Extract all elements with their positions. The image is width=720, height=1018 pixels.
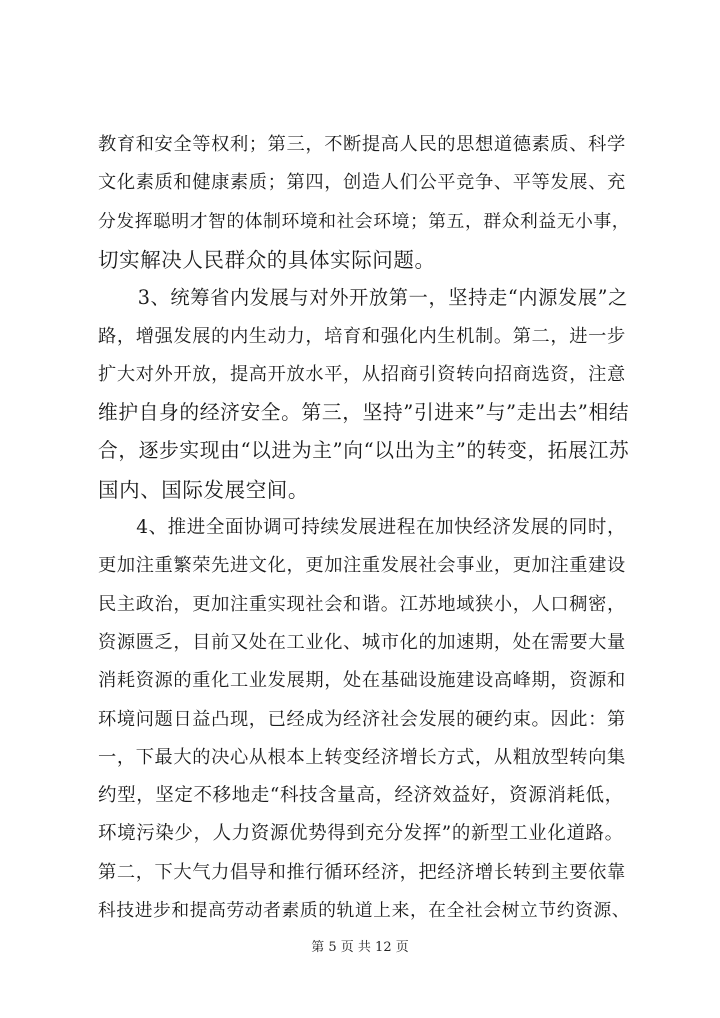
text-line: 教育和安全等权利；第三，不断提高人民的思想道德素质、科学 bbox=[98, 134, 626, 155]
text-line: 约型，坚定不移地走“科技含量高，经济效益好，资源消耗低， bbox=[98, 785, 624, 807]
text-line: 消耗资源的重化工业发展期，处在基础设施建设高峰期，资源和 bbox=[98, 670, 626, 692]
text-line: 国内、国际发展空间。 bbox=[98, 477, 309, 502]
text-line: 合，逐步实现由“以进为主”向“以出为主”的转变，拓展江苏 bbox=[98, 439, 630, 463]
text-line: 民主政治，更加注重实现社会和谐。江苏地域狭小，人口稠密， bbox=[98, 593, 626, 615]
text-line: 扩大对外开放，提高开放水平，从招商引资转向招商选资，注意 bbox=[98, 363, 626, 385]
text-line: 环境污染少，人力资源优势得到充分发挥”的新型工业化道路。 bbox=[98, 823, 624, 845]
text-line: 第二，下大气力倡导和推行循环经济，把经济增长转到主要依靠 bbox=[98, 861, 626, 883]
text-line: 4、推进全面协调可持续发展进程在加快经济发展的同时， bbox=[98, 517, 627, 538]
text-line: 科技进步和提高劳动者素质的轨道上来，在全社会树立节约资源、 bbox=[98, 901, 630, 921]
text-line: 一，下最大的决心从根本上转变经济增长方式，从粗放型转向集 bbox=[98, 746, 626, 768]
text-line: 资源匮乏，目前又处在工业化、城市化的加速期，处在需要大量 bbox=[98, 631, 626, 653]
text-line: 路，增强发展的内生动力，培育和强化内生机制。第二，进一步 bbox=[98, 325, 626, 347]
text-line: 分发挥聪明才智的体制环境和社会环境；第五，群众利益无小事， bbox=[98, 211, 630, 232]
page-number-footer: 第 5 页 共 12 页 bbox=[311, 940, 409, 955]
text-line: 维护自身的经济安全。第三，坚持”引进来”与”走出去”相结 bbox=[98, 401, 630, 425]
text-line: 更加注重繁荣先进文化，更加注重发展社会事业，更加注重建设 bbox=[98, 555, 626, 577]
text-line: 文化素质和健康素质；第四，创造人们公平竞争、平等发展、充 bbox=[98, 172, 626, 194]
text-line: 切实解决人民群众的具体实际问题。 bbox=[98, 247, 436, 272]
text-line: 3、统筹省内发展与对外开放第一，坚持走“内源发展”之 bbox=[98, 286, 628, 310]
text-line: 环境问题日益凸现，已经成为经济社会发展的硬约束。因此：第 bbox=[98, 708, 626, 730]
